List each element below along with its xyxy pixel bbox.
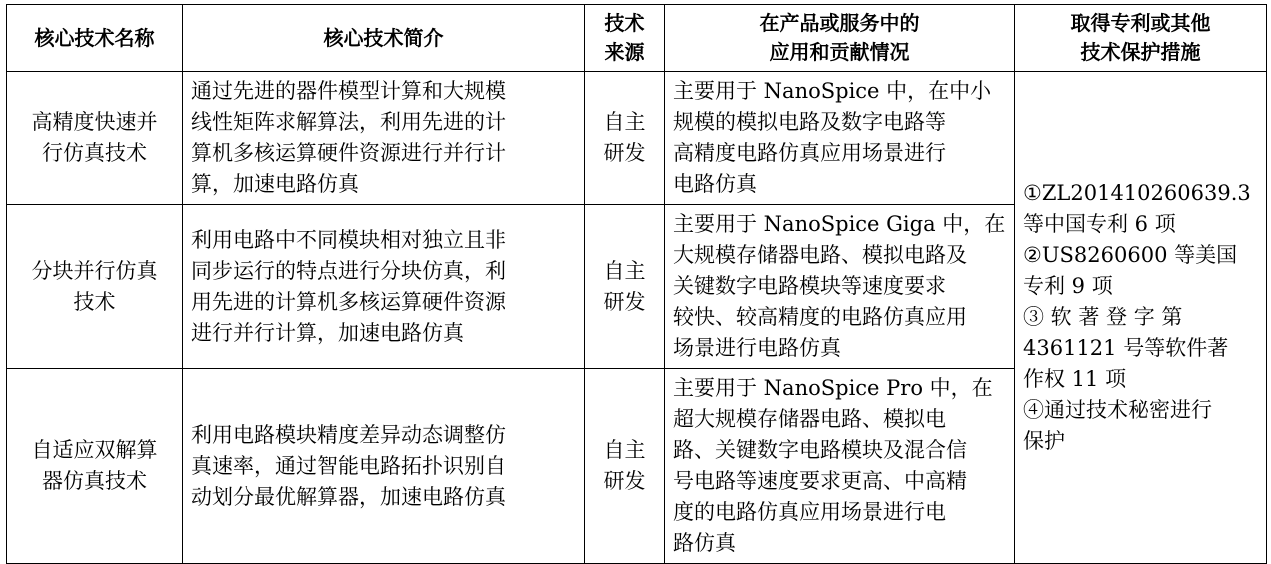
tech-intro-line: 通过先进的器件模型计算和大规模: [191, 79, 506, 103]
tech-intro-line: 真速率，通过智能电路拓扑识别自: [191, 453, 506, 478]
tech-application-line: 规模的模拟电路及数字电路等: [673, 110, 946, 134]
table-header-row: [7, 5, 1267, 72]
tech-application-cell: [665, 72, 1015, 205]
protection-line: 作权 11 项: [1023, 367, 1127, 391]
tech-application-line: 路、关键数字电路模块及混合信: [673, 438, 967, 462]
protection-line: 专利 9 项: [1023, 274, 1113, 298]
header-application-line1: 在产品或服务中的: [759, 11, 920, 35]
protection-line: ①ZL201410260639.3: [1023, 181, 1251, 205]
tech-application-line: 号电路等速度要求更高、中高精: [673, 469, 967, 493]
core-technology-table: [6, 4, 1267, 564]
tech-application-line: 关键数字电路模块等速度要求: [673, 274, 946, 298]
tech-name-cell: [7, 205, 183, 369]
protection-line: ③ 软 著 登 字 第: [1023, 305, 1183, 329]
tech-application-line: 主要用于 NanoSpice Giga 中，在: [673, 212, 1006, 236]
tech-intro-line: 进行并行计算，加速电路仿真: [191, 320, 464, 345]
tech-intro-cell: [183, 72, 585, 205]
tech-name-line2: 行仿真技术: [42, 141, 147, 165]
tech-application-line: 超大规模存储器电路、模拟电: [673, 407, 946, 431]
tech-intro-line: 动划分最优解算器，加速电路仿真: [191, 484, 506, 509]
tech-source-line1: 自主: [603, 110, 646, 134]
header-name: 核心技术名称: [7, 5, 183, 72]
header-application-line2: 应用和贡献情况: [769, 40, 910, 64]
header-protection: [1015, 5, 1267, 72]
tech-application-line: 度的电路仿真应用场景进行电: [673, 500, 946, 524]
tech-name-cell: [7, 72, 183, 205]
header-protection-line2: 技术保护措施: [1080, 40, 1201, 64]
tech-intro-cell: [183, 205, 585, 369]
tech-name-line1: 高精度快速并: [31, 110, 158, 134]
tech-intro-line: 利用电路中不同模块相对独立且非: [191, 227, 506, 252]
protection-line: 保护: [1023, 429, 1065, 453]
tech-application-line: 电路仿真: [673, 172, 757, 196]
tech-source-line2: 研发: [603, 469, 646, 493]
tech-name-line2: 技术: [73, 289, 116, 314]
tech-intro-line: 算，加速电路仿真: [191, 172, 359, 196]
protection-cell: [1015, 72, 1267, 564]
header-intro: 核心技术简介: [183, 5, 585, 72]
header-source-line1: 技术: [604, 11, 645, 35]
tech-application-line: 路仿真: [673, 531, 736, 555]
header-source-line2: 来源: [604, 40, 645, 64]
tech-application-cell: [665, 369, 1015, 564]
protection-line: 4361121 号等软件著: [1023, 336, 1229, 360]
header-protection-line1: 取得专利或其他: [1070, 11, 1211, 35]
tech-name-line1: 自适应双解算: [31, 438, 158, 462]
protection-line: ④通过技术秘密进行: [1023, 398, 1212, 422]
tech-source-line2: 研发: [603, 289, 646, 314]
tech-name-line1: 分块并行仿真: [31, 258, 158, 283]
tech-source-cell: [585, 369, 665, 564]
tech-name-line2: 器仿真技术: [42, 469, 147, 493]
tech-application-line: 主要用于 NanoSpice 中，在中小: [673, 79, 992, 103]
tech-application-line: 主要用于 NanoSpice Pro 中，在: [673, 376, 993, 400]
tech-source-cell: [585, 72, 665, 205]
tech-intro-line: 利用电路模块精度差异动态调整仿: [191, 422, 506, 447]
tech-application-cell: [665, 205, 1015, 369]
protection-line: ②US8260600 等美国: [1023, 243, 1238, 267]
table-row: [7, 72, 1267, 205]
tech-source-line1: 自主: [603, 258, 646, 283]
header-application: [665, 5, 1015, 72]
tech-source-cell: [585, 205, 665, 369]
tech-application-line: 高精度电路仿真应用场景进行: [673, 141, 946, 165]
header-source: [585, 5, 665, 72]
tech-application-line: 较快、较高精度的电路仿真应用: [673, 305, 967, 329]
tech-application-line: 场景进行电路仿真: [673, 336, 841, 360]
tech-source-line1: 自主: [603, 438, 646, 462]
tech-source-line2: 研发: [603, 141, 646, 165]
tech-intro-cell: [183, 369, 585, 564]
tech-intro-line: 算机多核运算硬件资源进行并行计: [191, 141, 506, 165]
tech-intro-line: 线性矩阵求解算法，利用先进的计: [191, 110, 506, 134]
tech-application-line: 大规模存储器电路、模拟电路及: [673, 243, 967, 267]
tech-intro-line: 同步运行的特点进行分块仿真，利: [191, 258, 506, 283]
tech-intro-line: 用先进的计算机多核运算硬件资源: [191, 289, 506, 314]
tech-name-cell: [7, 369, 183, 564]
protection-line: 等中国专利 6 项: [1023, 212, 1176, 236]
